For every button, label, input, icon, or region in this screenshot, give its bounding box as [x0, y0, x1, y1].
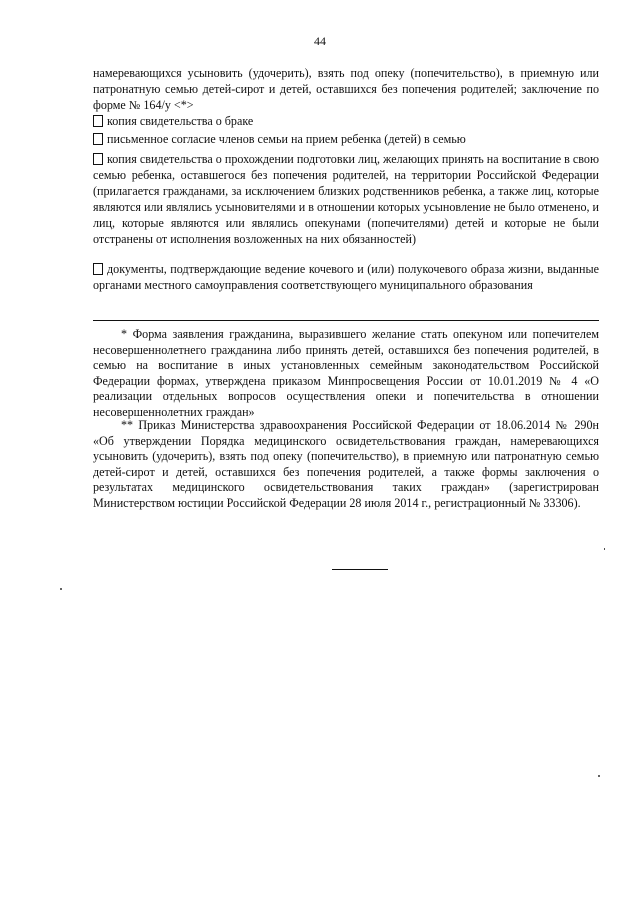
checklist-item-label: письменное согласие членов семьи на прием ребенка (детей) в семью: [107, 132, 466, 146]
checkbox-icon[interactable]: [93, 263, 103, 275]
page-number: 44: [314, 34, 326, 48]
checkbox-icon[interactable]: [93, 115, 103, 127]
intro-paragraph: [93, 65, 599, 113]
checklist-item: [93, 151, 599, 247]
checkbox-icon[interactable]: [93, 153, 103, 165]
checklist-item-label: документы, подтверждающие ведение кочевого и (или) полукочевого образа жизни, выданные органами местного самоуправления соответствующего муниципального образования: [93, 262, 599, 292]
footnote: [93, 418, 599, 511]
footnote-text: ** Приказ Министерства здравоохранения Российской Федерации от 18.06.2014 № 290н «Об утверждении Порядка медицинского освидетельствования граждан, намеревающихся усыновить (удочерить), взять под опеку (попечительство), в приемную или патронатную семью детей-сирот и детей, оставшихся без попечения родителей, а также формы заключения о результатах медицинского освидетельствования таких граждан» (зарегистрирован Министерством юстиции Российской Федерации 28 июля 2014 г., регистрационный № 33306).: [93, 418, 599, 510]
checklist-item-label: копия свидетельства о прохождении подготовки лиц, желающих принять на воспитание в свою семью ребенка, оставшегося без попечения родителей, на территории Российской Федерации (прилагается гражданами, за исключением близких родственников ребенка, а также лиц, которые являются или являлись усыновителями и в отношении которых усыновление не было отменено, и лиц, которые являются или являлись опекунами (попечителями) детей и которые не были отстранены от исполнения возложенных на них обязанностей): [93, 152, 600, 246]
checklist-item-label: копия свидетельства о браке: [107, 114, 254, 128]
scan-speck: [604, 548, 605, 550]
footnote-divider: [93, 320, 599, 321]
scan-speck: [60, 588, 62, 590]
checklist-item: [93, 261, 599, 293]
checklist-item: [93, 131, 599, 147]
checkbox-icon[interactable]: [93, 133, 103, 145]
scan-speck: [598, 775, 600, 777]
footnote-text: * Форма заявления гражданина, выразившего желание стать опекуном или попечителем несовершеннолетнего гражданина либо принять детей, оставшихся без попечения родителей, в семью на воспитание в иных установленных семейным законодательством Российской Федерации формах, утверждена приказом Минпросвещения России от 10.01.2019 № 4 «О реализации отдельных вопросов осуществления опеки и попечительства в отношении несовершеннолетних граждан»: [93, 327, 599, 419]
checklist-item: [93, 113, 599, 129]
end-divider: [332, 569, 388, 570]
footnote: [93, 327, 599, 420]
intro-text: намеревающихся усыновить (удочерить), взять под опеку (попечительство), в приемную или патронатную семью детей-сирот и детей, оставшихся без попечения родителей; заключение по форме № 164/у <*>: [93, 66, 599, 112]
